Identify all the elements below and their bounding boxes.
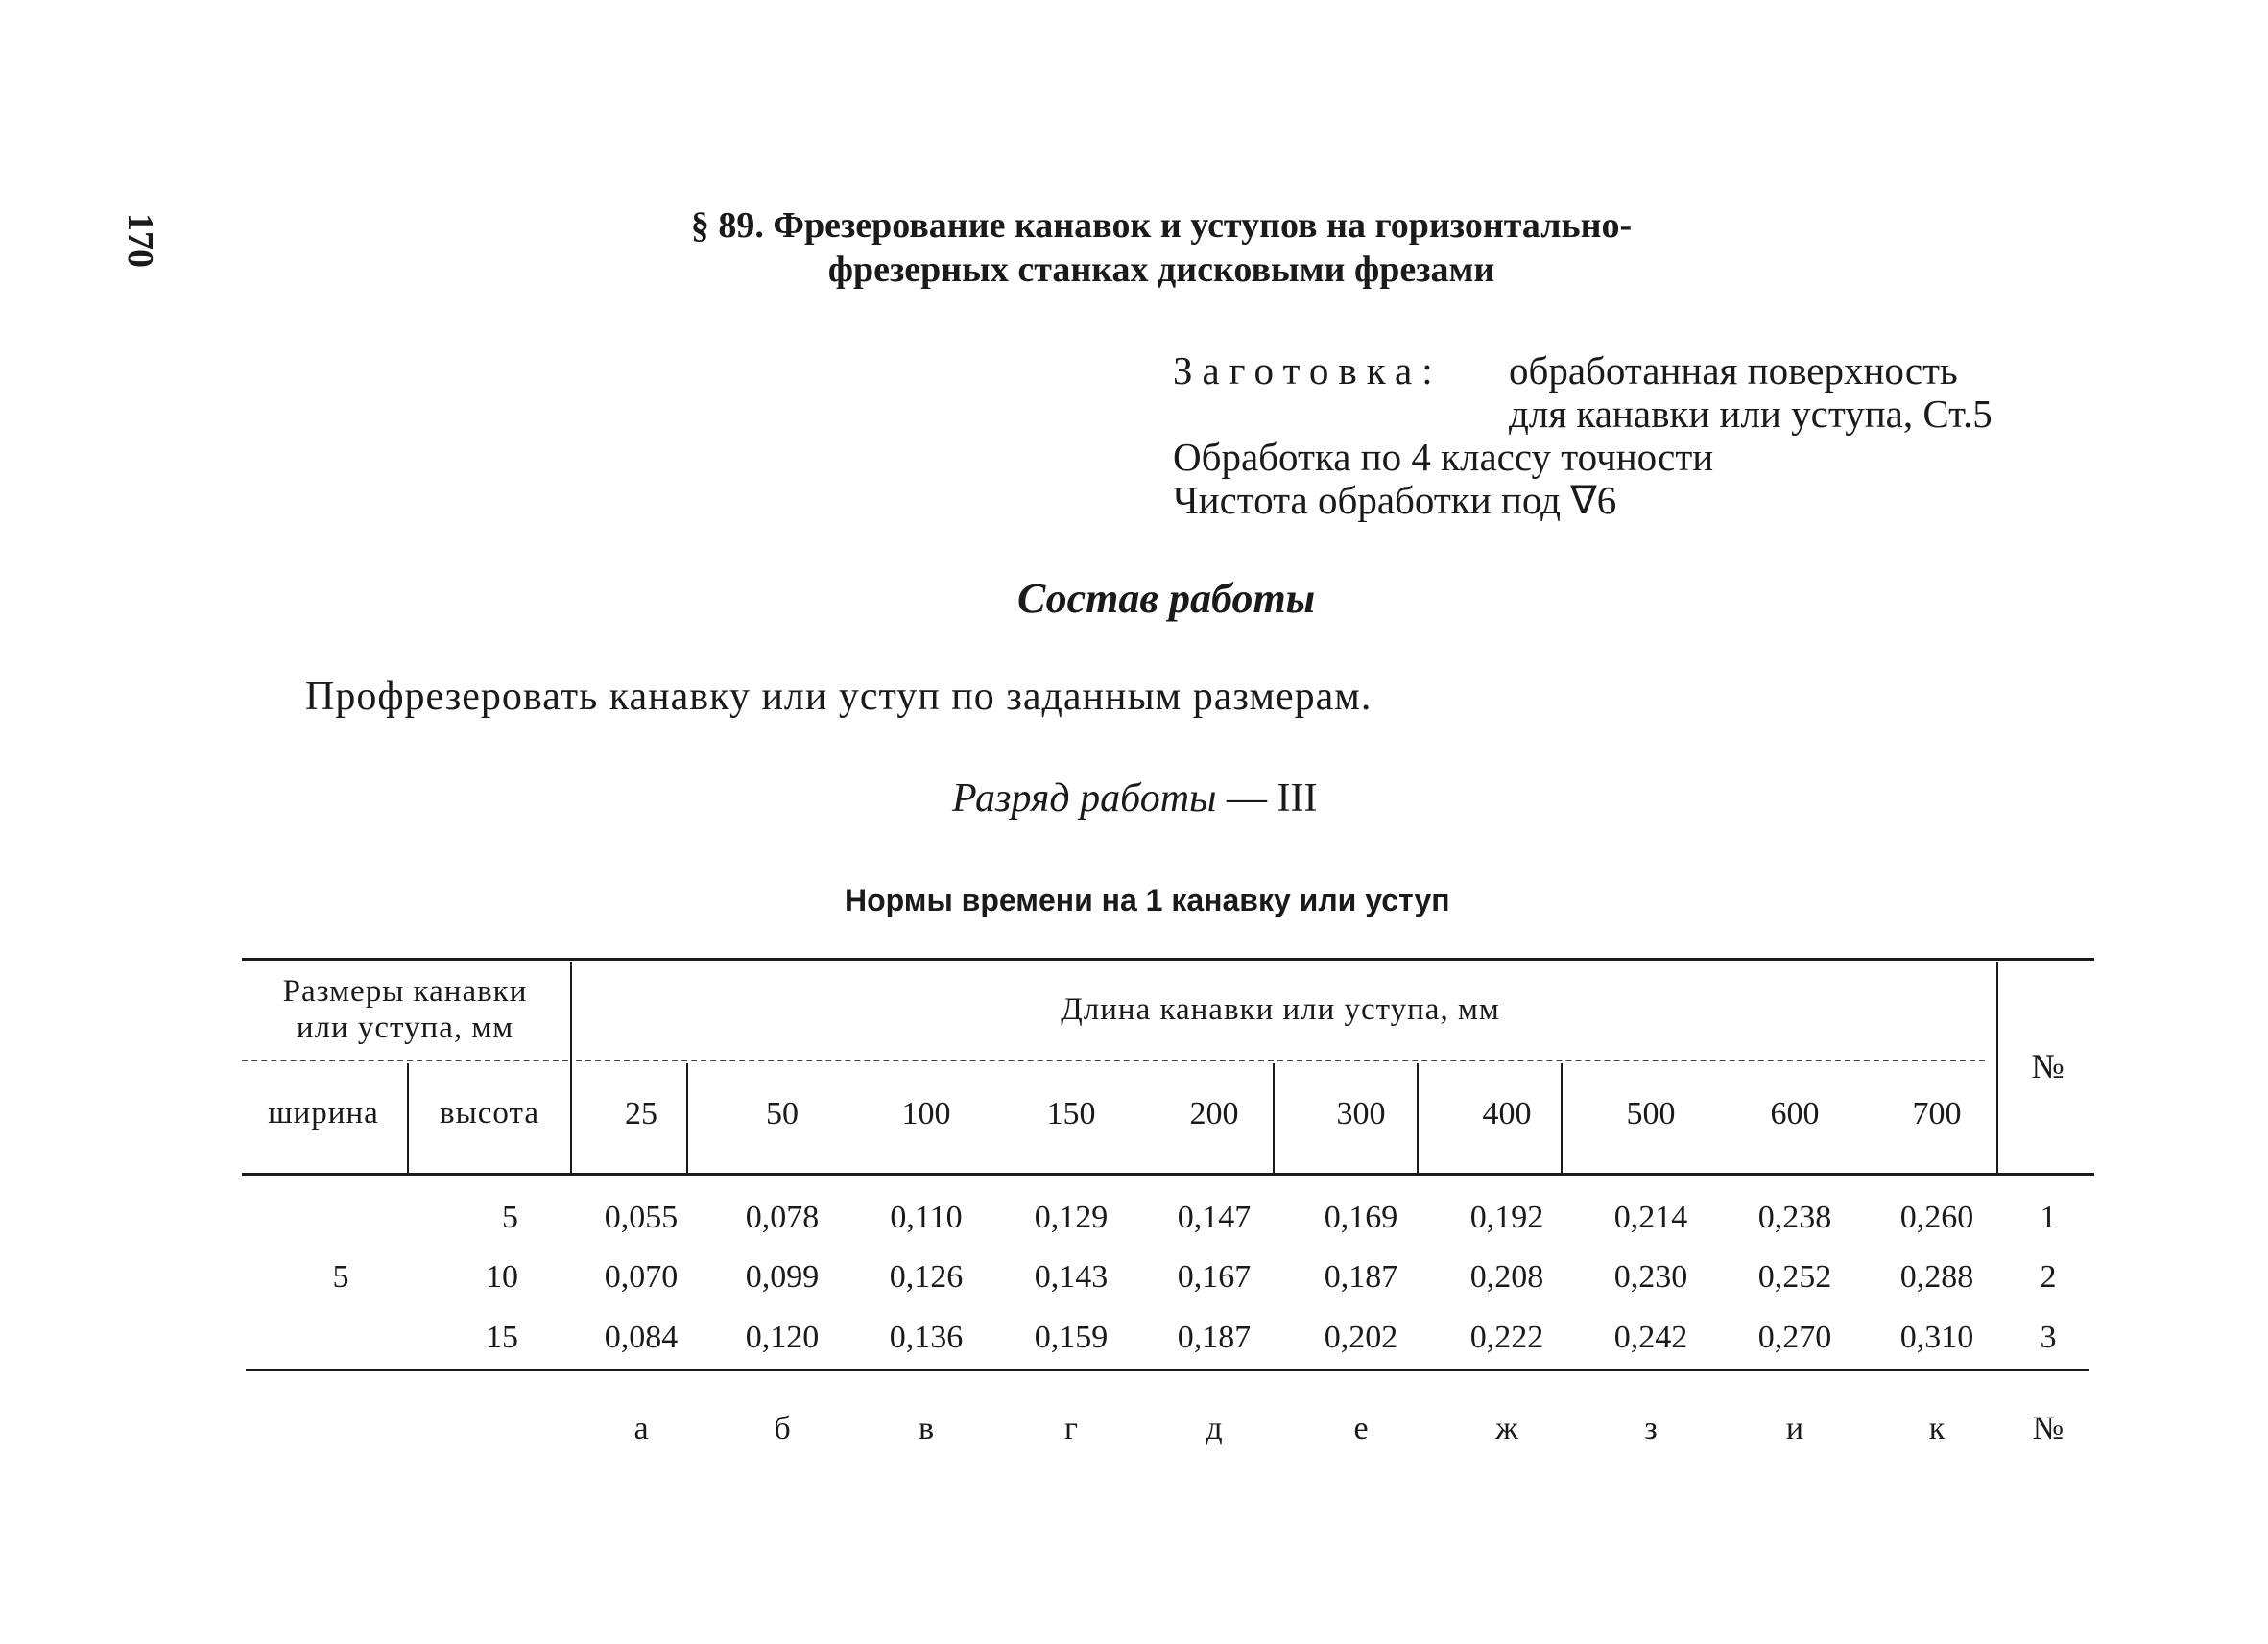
workpiece-value-line-1: обработанная поверхность	[1509, 348, 1958, 393]
row-height: 10	[486, 1259, 518, 1295]
number-column-divider	[1996, 962, 1998, 1173]
size-header	[242, 973, 568, 1046]
table-cell: 0,222	[1469, 1320, 1544, 1355]
table-top-rule	[242, 958, 2094, 961]
length-header-underline	[576, 1060, 1985, 1061]
number-header: №	[2031, 1047, 2065, 1085]
column-letter: ж	[1495, 1411, 1518, 1446]
table-cell: 0,159	[1034, 1320, 1109, 1355]
accuracy-class: Обработка по 4 классу точности	[1173, 435, 1714, 479]
length-header-9: 700	[1912, 1096, 1962, 1132]
work-grade	[952, 775, 1317, 822]
table-bottom-rule	[246, 1369, 2089, 1371]
table-cell: 0,187	[1324, 1259, 1398, 1295]
row-number: 2	[2040, 1259, 2057, 1295]
table-cell: 0,099	[745, 1259, 820, 1295]
column-letter: г	[1064, 1411, 1078, 1446]
length-header-7: 500	[1626, 1096, 1676, 1132]
table-cell: 0,070	[604, 1259, 679, 1295]
length-header-1: 50	[766, 1096, 799, 1132]
length-header-5: 300	[1336, 1096, 1386, 1132]
grade-label: Разряд работы	[952, 776, 1217, 821]
height-header: высота	[440, 1096, 539, 1131]
table-header-bottom-rule	[242, 1173, 2094, 1176]
table-cell: 0,242	[1613, 1320, 1688, 1355]
table-cell: 0,288	[1899, 1259, 1974, 1295]
length-header-2: 100	[901, 1096, 951, 1132]
work-composition-title: Состав работы	[1017, 575, 1316, 622]
size-header-underline	[242, 1060, 568, 1061]
length-header-3: 150	[1046, 1096, 1096, 1132]
column-letter: д	[1206, 1411, 1223, 1446]
table-cell: 0,136	[889, 1320, 964, 1355]
table-cell: 0,055	[604, 1200, 679, 1235]
row-height: 15	[486, 1320, 518, 1355]
table-cell: 0,252	[1757, 1259, 1832, 1295]
table-cell: 0,202	[1324, 1320, 1398, 1355]
length-header-4: 200	[1189, 1096, 1239, 1132]
table-cell: 0,260	[1899, 1200, 1974, 1235]
column-letter: з	[1644, 1411, 1658, 1446]
table-cell: 0,187	[1177, 1320, 1252, 1355]
table-cell: 0,110	[890, 1200, 963, 1235]
table-cell: 0,084	[604, 1320, 679, 1355]
table-cell: 0,147	[1177, 1200, 1252, 1235]
heading-line-1: § 89. Фрезерование канавок и уступов на горизонтально-	[690, 205, 1633, 246]
width-value: 5	[332, 1259, 349, 1295]
length-header-6: 400	[1482, 1096, 1532, 1132]
size-length-divider	[570, 962, 572, 1173]
width-header: ширина	[268, 1096, 379, 1131]
table-cell: 0,310	[1899, 1320, 1974, 1355]
table-cell: 0,143	[1034, 1259, 1109, 1295]
column-letter: а	[633, 1411, 649, 1446]
table-cell: 0,230	[1613, 1259, 1688, 1295]
column-letter: к	[1928, 1411, 1946, 1446]
heading-line-2: фрезерных станках дисковыми фрезами	[827, 250, 1495, 290]
table-cell: 0,078	[745, 1200, 820, 1235]
column-letter: е	[1353, 1411, 1369, 1446]
table-cell: 0,208	[1469, 1259, 1544, 1295]
workpiece-value-line-2: для канавки или уступа, Ст.5	[1509, 392, 1993, 436]
size-header-line-1: Размеры канавки	[282, 974, 528, 1009]
column-letter: и	[1785, 1411, 1804, 1446]
table-cell: 0,214	[1613, 1200, 1688, 1235]
row-number: 3	[2040, 1320, 2057, 1355]
table-cell: 0,169	[1324, 1200, 1398, 1235]
length-header-8: 600	[1770, 1096, 1820, 1132]
table-cell: 0,167	[1177, 1259, 1252, 1295]
page-number: 170	[120, 213, 160, 268]
table-cell: 0,238	[1757, 1200, 1832, 1235]
column-letter: в	[918, 1411, 935, 1446]
table-cell: 0,126	[889, 1259, 964, 1295]
row-number: 1	[2040, 1200, 2057, 1235]
grade-value: III	[1277, 776, 1318, 821]
section-heading	[537, 203, 1785, 292]
surface-finish: Чистота обработки под ∇6	[1173, 478, 1617, 522]
table-caption: Нормы времени на 1 канавку или уступ	[845, 883, 1450, 917]
work-composition-text: Профрезеровать канавку или уступ по заданным размерам.	[305, 675, 1373, 719]
width-height-divider	[407, 1063, 409, 1173]
table-cell: 0,192	[1469, 1200, 1544, 1235]
row-height: 5	[502, 1200, 518, 1235]
length-header: Длина канавки или уступа, мм	[1061, 992, 1500, 1027]
table-cell: 0,120	[745, 1320, 820, 1355]
table-cell: 0,129	[1034, 1200, 1109, 1235]
letters-number-label: №	[2032, 1411, 2065, 1446]
workpiece-label: Заготовка:	[1173, 348, 1443, 393]
table-cell: 0,270	[1757, 1320, 1832, 1355]
length-header-0: 25	[625, 1096, 657, 1132]
workpiece-specs	[1173, 349, 1993, 522]
grade-dash: —	[1227, 776, 1268, 821]
column-letter: б	[774, 1411, 791, 1446]
size-header-line-2: или уступа, мм	[296, 1011, 514, 1045]
